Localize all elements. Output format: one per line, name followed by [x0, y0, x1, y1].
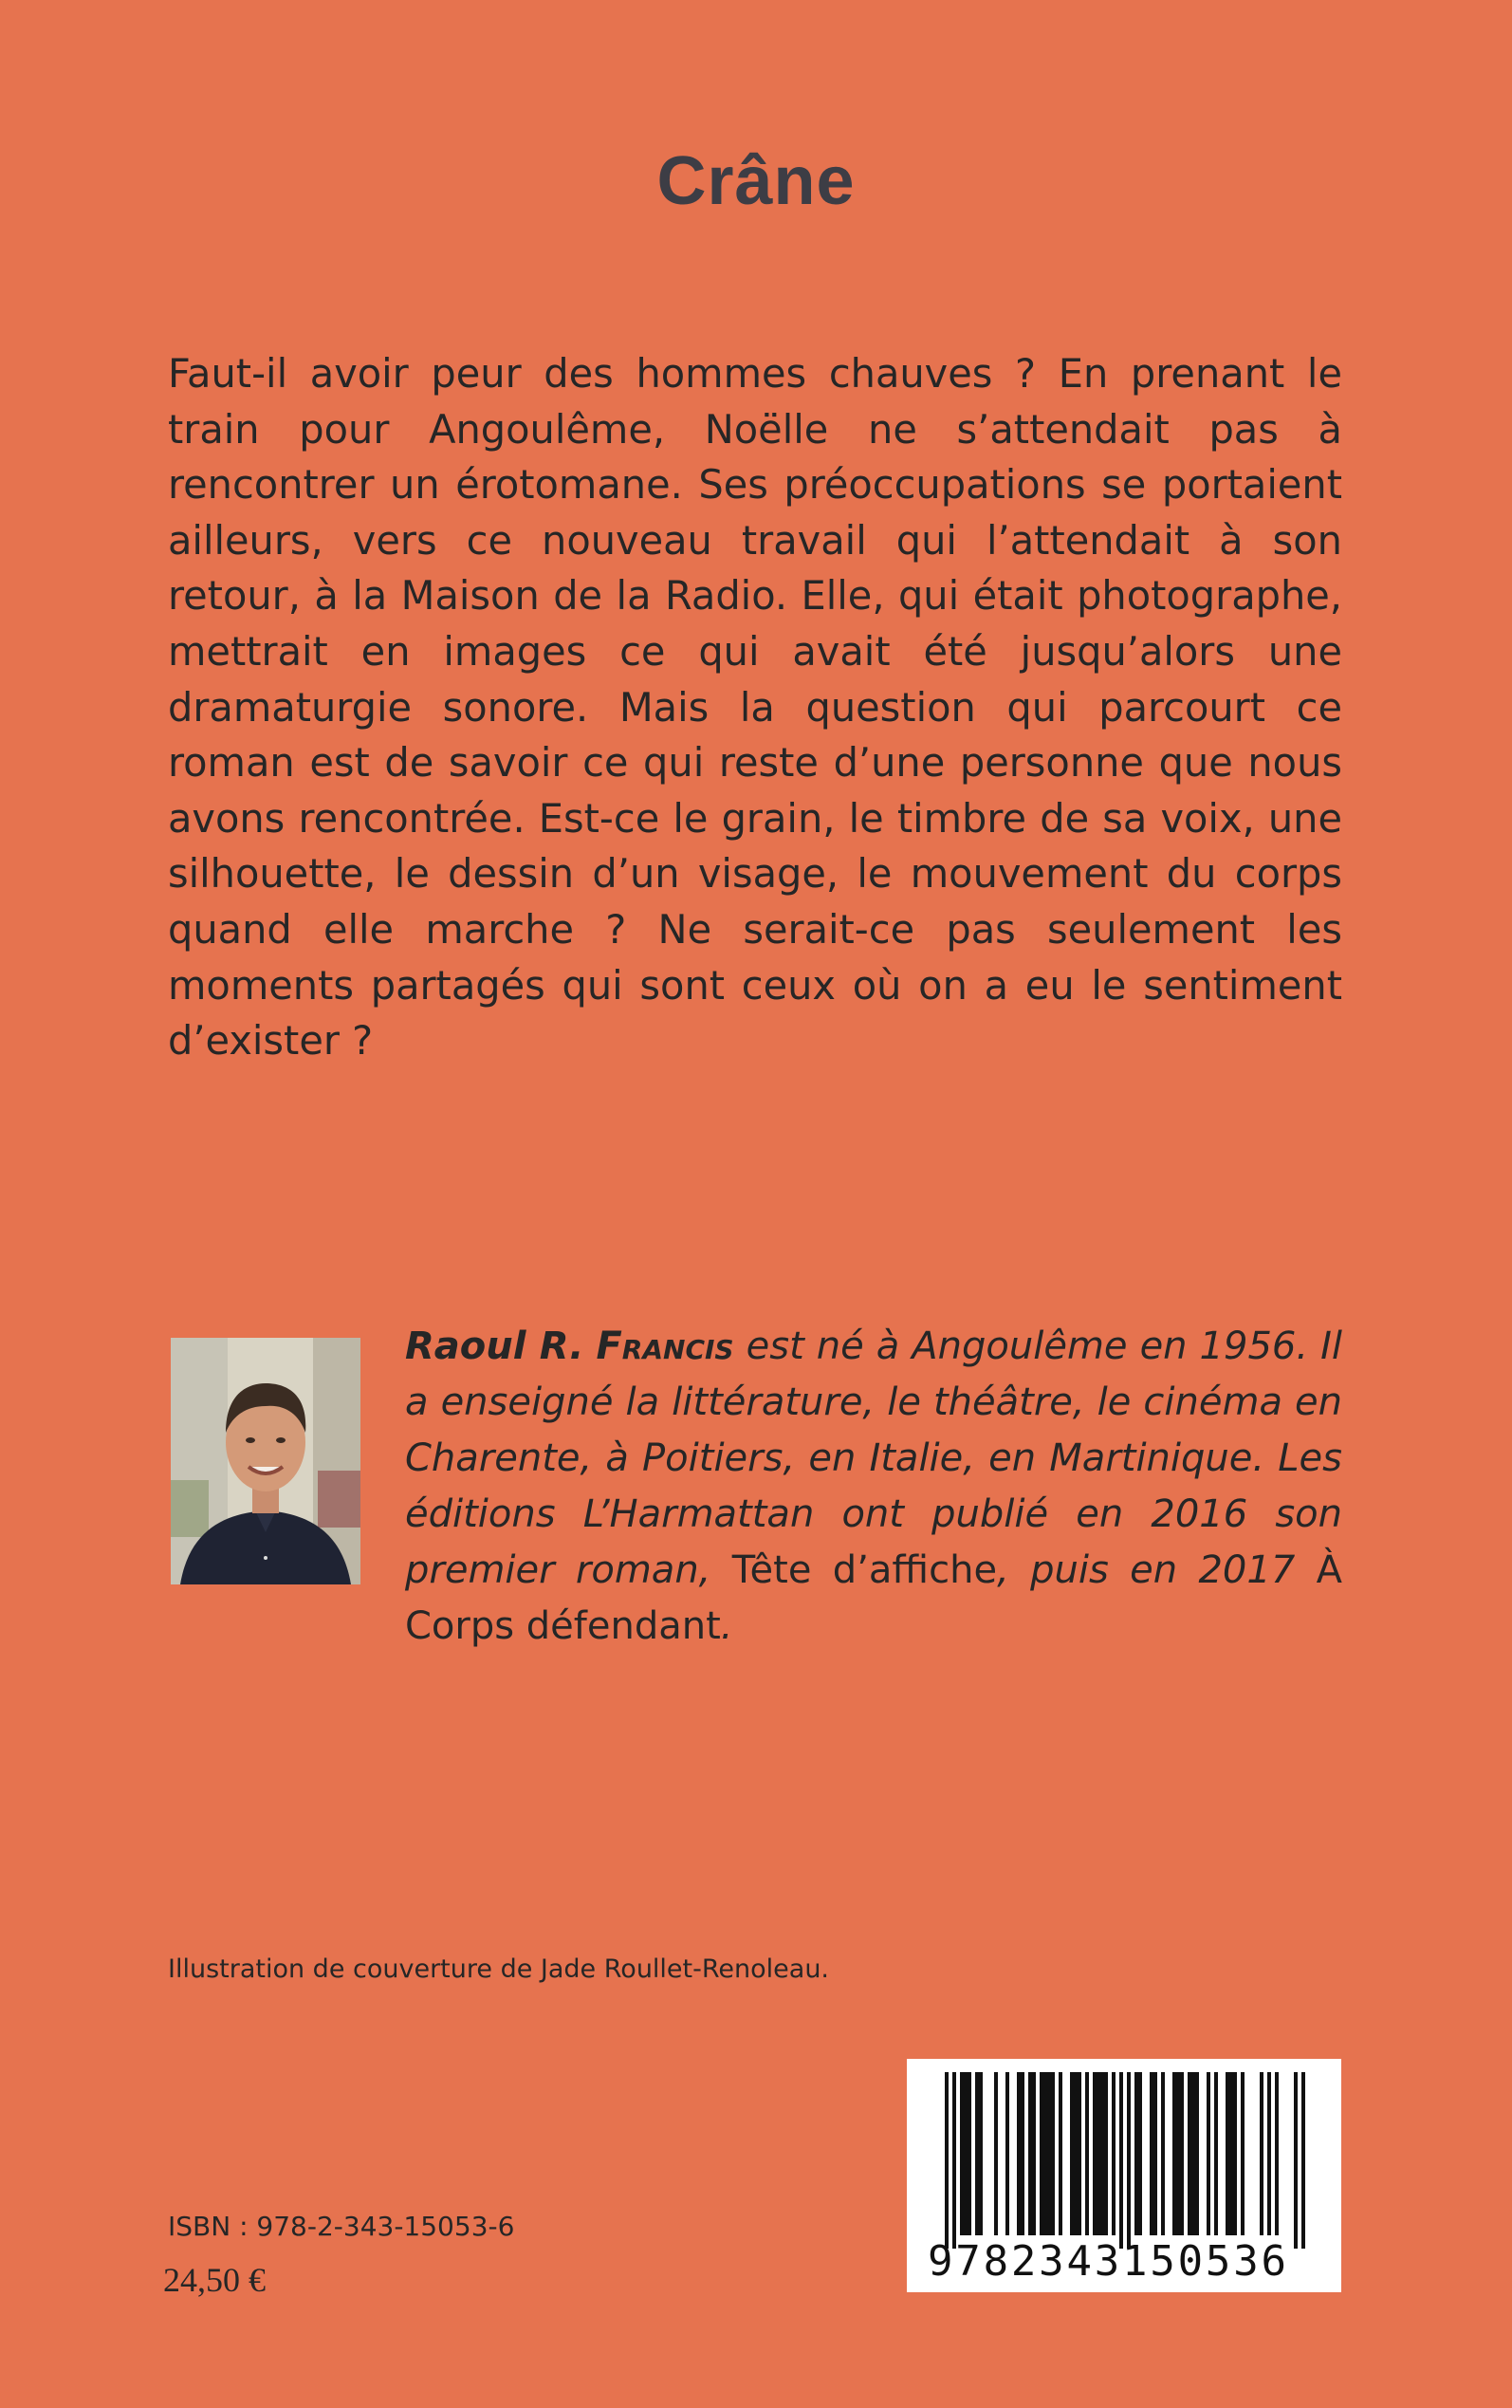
barcode-bar [1047, 2072, 1051, 2235]
book-title: Crâne [656, 143, 856, 219]
illustration-credit: Illustration de couverture de Jade Roullet-Renoleau. [168, 1954, 830, 1984]
barcode-bar [979, 2072, 983, 2235]
barcode-bar [1161, 2072, 1165, 2235]
barcode-bar [1032, 2072, 1036, 2235]
barcode-bar [1150, 2072, 1153, 2235]
barcode-bar [994, 2072, 998, 2235]
barcode [907, 2059, 1341, 2292]
barcode-bar [1172, 2072, 1176, 2235]
barcode-bar [1180, 2072, 1184, 2235]
barcode-bar [1191, 2072, 1195, 2235]
barcode-bar [1100, 2072, 1104, 2235]
barcode-bar [1021, 2072, 1024, 2235]
book-title-2: À Corps défendant [405, 1548, 1343, 1648]
barcode-bar [964, 2072, 968, 2235]
barcode-bar [1138, 2072, 1142, 2235]
barcode-bar [1241, 2072, 1245, 2235]
barcode-bar [952, 2072, 956, 2249]
barcode-bar [1233, 2072, 1237, 2235]
book-title-1: Tête d’affiche [731, 1548, 998, 1592]
barcode-bar [1104, 2072, 1108, 2235]
barcode-bar [1119, 2072, 1123, 2249]
barcode-bar [1301, 2072, 1305, 2249]
barcode-bar [1267, 2072, 1271, 2235]
isbn: ISBN : 978-2-343-15053-6 [168, 2211, 515, 2242]
barcode-bar [1051, 2072, 1055, 2235]
barcode-bar [1074, 2072, 1078, 2235]
price: 24,50 € [163, 2261, 266, 2299]
barcode-bar [1134, 2072, 1138, 2235]
author-bio [405, 1319, 1342, 1655]
barcode-bar [945, 2072, 949, 2249]
barcode-bar [1229, 2072, 1233, 2235]
author-photo [171, 1338, 360, 1584]
barcode-bar [1153, 2072, 1157, 2235]
barcode-bar [1059, 2072, 1062, 2235]
barcode-bar [1112, 2072, 1116, 2235]
author-bio-end: . [720, 1604, 733, 1648]
barcode-bar [1093, 2072, 1097, 2235]
back-cover-blurb: Faut-il avoir peur des hommes chauves ? En prenant le train pour Angoulême, Noëlle ne s’attendait pas à rencontrer un érotomane. Ses préoccupations se portaient ailleurs, vers ce nouveau travail qui l’attendait à son retour, à la Maison de la Radio. Elle, qui était photographe, mettrait en images ce qui avait été jusqu’alors une dramaturgie sonore. Mais la question qui parcourt ce roman est de savoir ce qui reste d’une personne que nous avons rencontrée. Est-ce le grain, le timbre de sa voix, une silhouette, le dessin d’un visage, le mouvement du corps quand elle marche ? Ne serait-ce pas seulement les moments partagés qui sont ceux où on a eu le sentiment d’exister ? [168, 350, 1342, 1065]
author-bio-text-2: , puis en 2017 [997, 1548, 1317, 1592]
author-bio-text-1: est né à Angoulême en 1956. Il a enseigné la littérature, le théâtre, le cinéma en Charente, à Poitiers, en Italie, en Martinique. Les éditions L’Harmattan ont publié en 2016 son premier roman, [405, 1324, 1342, 1592]
barcode-bar [1078, 2072, 1081, 2235]
barcode-bar [1275, 2072, 1279, 2235]
barcode-bar [1017, 2072, 1021, 2235]
barcode-bar [1195, 2072, 1199, 2235]
barcode-bar [1028, 2072, 1032, 2235]
author-last-name: Francis [596, 1324, 734, 1368]
barcode-bar [1040, 2072, 1043, 2235]
barcode-bar [1005, 2072, 1009, 2235]
barcode-digits: 9782343150536 [928, 2237, 1289, 2286]
barcode-bar [1085, 2072, 1089, 2235]
barcode-bar [1127, 2072, 1131, 2249]
author-first-name: Raoul R. [405, 1324, 584, 1368]
barcode-bar [1188, 2072, 1191, 2235]
barcode-bar [1097, 2072, 1100, 2235]
barcode-bar [1043, 2072, 1047, 2235]
barcode-bar [1214, 2072, 1218, 2235]
barcode-bar [1207, 2072, 1210, 2235]
barcode-bar [960, 2072, 964, 2235]
barcode-bar [1176, 2072, 1180, 2235]
barcode-bar [1226, 2072, 1229, 2235]
barcode-bar [1070, 2072, 1074, 2235]
barcode-bar [968, 2072, 971, 2235]
barcode-bar [975, 2072, 979, 2235]
barcode-bar [1294, 2072, 1298, 2249]
barcode-bar [1260, 2072, 1263, 2235]
